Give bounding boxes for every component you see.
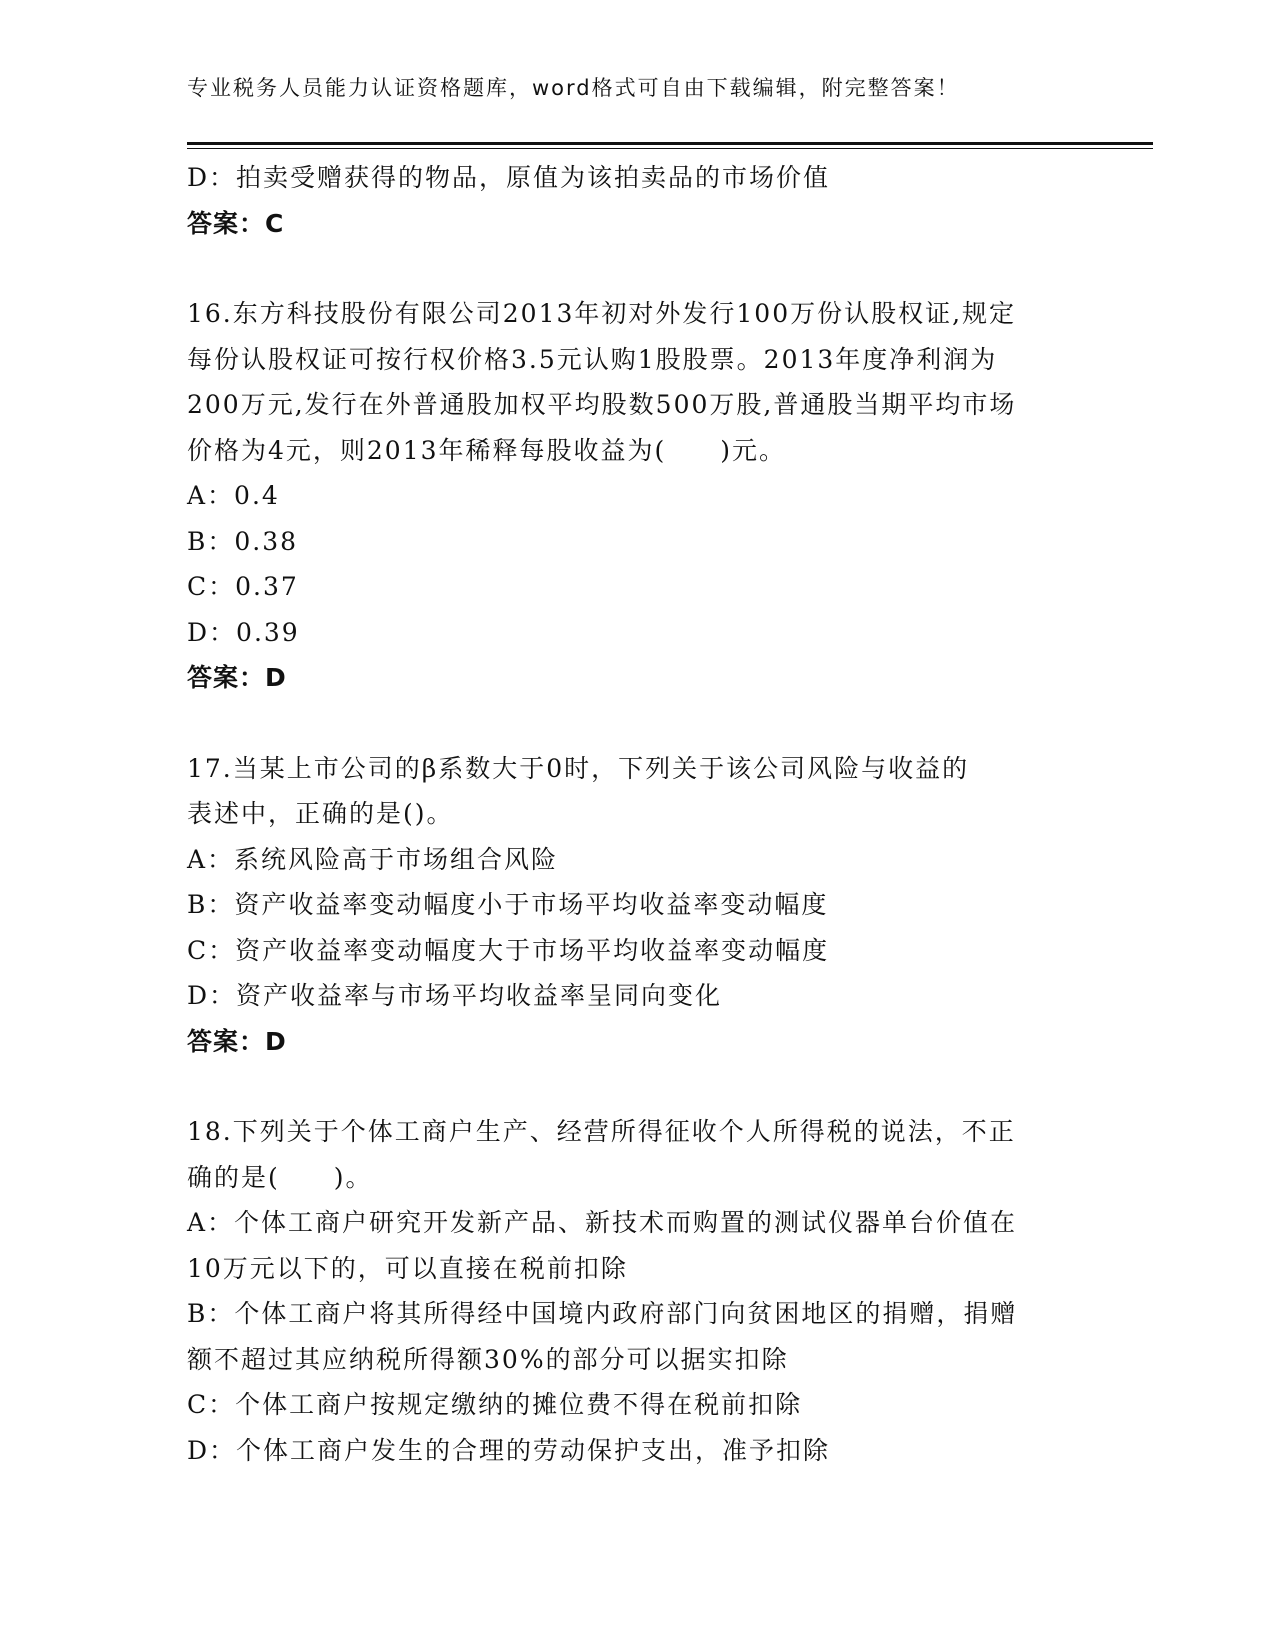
page-header: 专业税务人员能力认证资格题库，word格式可自由下载编辑，附完整答案！ xyxy=(187,76,960,100)
header-rule-thick xyxy=(187,142,1153,145)
header-rule-thin xyxy=(187,148,1153,149)
q18-option-b-cont: 额不超过其应纳税所得额30%的部分可以据实扣除 xyxy=(187,1344,789,1374)
q17-option-b: B：资产收益率变动幅度小于市场平均收益率变动幅度 xyxy=(187,890,829,919)
q18-stem-line: 18.下列关于个体工商户生产、经营所得征收个人所得税的说法，不正 xyxy=(187,1117,1016,1146)
q16-answer: 答案：D xyxy=(187,663,287,692)
q17-option-c: C：资产收益率变动幅度大于市场平均收益率变动幅度 xyxy=(187,935,830,965)
q17-stem-line: 17.当某上市公司的β系数大于0时，下列关于该公司风险与收益的 xyxy=(187,753,970,783)
q15-option-d: D：拍卖受赠获得的物品，原值为该拍卖品的市场价值 xyxy=(187,163,831,192)
q16-option-a: A：0.4 xyxy=(187,481,280,510)
spacer xyxy=(187,246,1087,291)
q16-option-c: C：0.37 xyxy=(187,572,299,601)
q16-option-b: B：0.38 xyxy=(187,526,299,556)
spacer xyxy=(187,1064,1087,1109)
q17-stem-line: 表述中，正确的是()。 xyxy=(187,799,454,828)
q16-stem-line: 16.东方科技股份有限公司2013年初对外发行100万份认股权证,规定 xyxy=(187,299,1017,328)
q16-stem-line: 每份认股权证可按行权价格3.5元认购1股股票。2013年度净利润为 xyxy=(187,344,998,374)
q17-option-d: D：资产收益率与市场平均收益率呈同向变化 xyxy=(187,981,723,1010)
question-content xyxy=(187,155,1087,1473)
q16-option-d: D：0.39 xyxy=(187,617,300,647)
q18-stem-line: 确的是( )。 xyxy=(187,1162,373,1192)
q17-answer: 答案：D xyxy=(187,1026,287,1056)
q18-option-a-cont: 10万元以下的，可以直接在税前扣除 xyxy=(187,1253,628,1283)
q18-option-b: B：个体工商户将其所得经中国境内政府部门向贫困地区的捐赠，捐赠 xyxy=(187,1299,1018,1328)
q16-stem-line: 200万元,发行在外普通股加权平均股数500万股,普通股当期平均市场 xyxy=(187,390,1017,419)
q15-answer: 答案：C xyxy=(187,208,285,238)
q16-stem-line: 价格为4元，则2013年稀释每股收益为( )元。 xyxy=(187,435,787,465)
q17-option-a: A：系统风险高于市场组合风险 xyxy=(187,844,559,874)
spacer xyxy=(187,701,1087,746)
q18-option-a: A：个体工商户研究开发新产品、新技术而购置的测试仪器单台价值在 xyxy=(187,1208,1018,1237)
q18-option-d: D：个体工商户发生的合理的劳动保护支出，准予扣除 xyxy=(187,1435,831,1465)
q18-option-c: C：个体工商户按规定缴纳的摊位费不得在税前扣除 xyxy=(187,1390,803,1419)
